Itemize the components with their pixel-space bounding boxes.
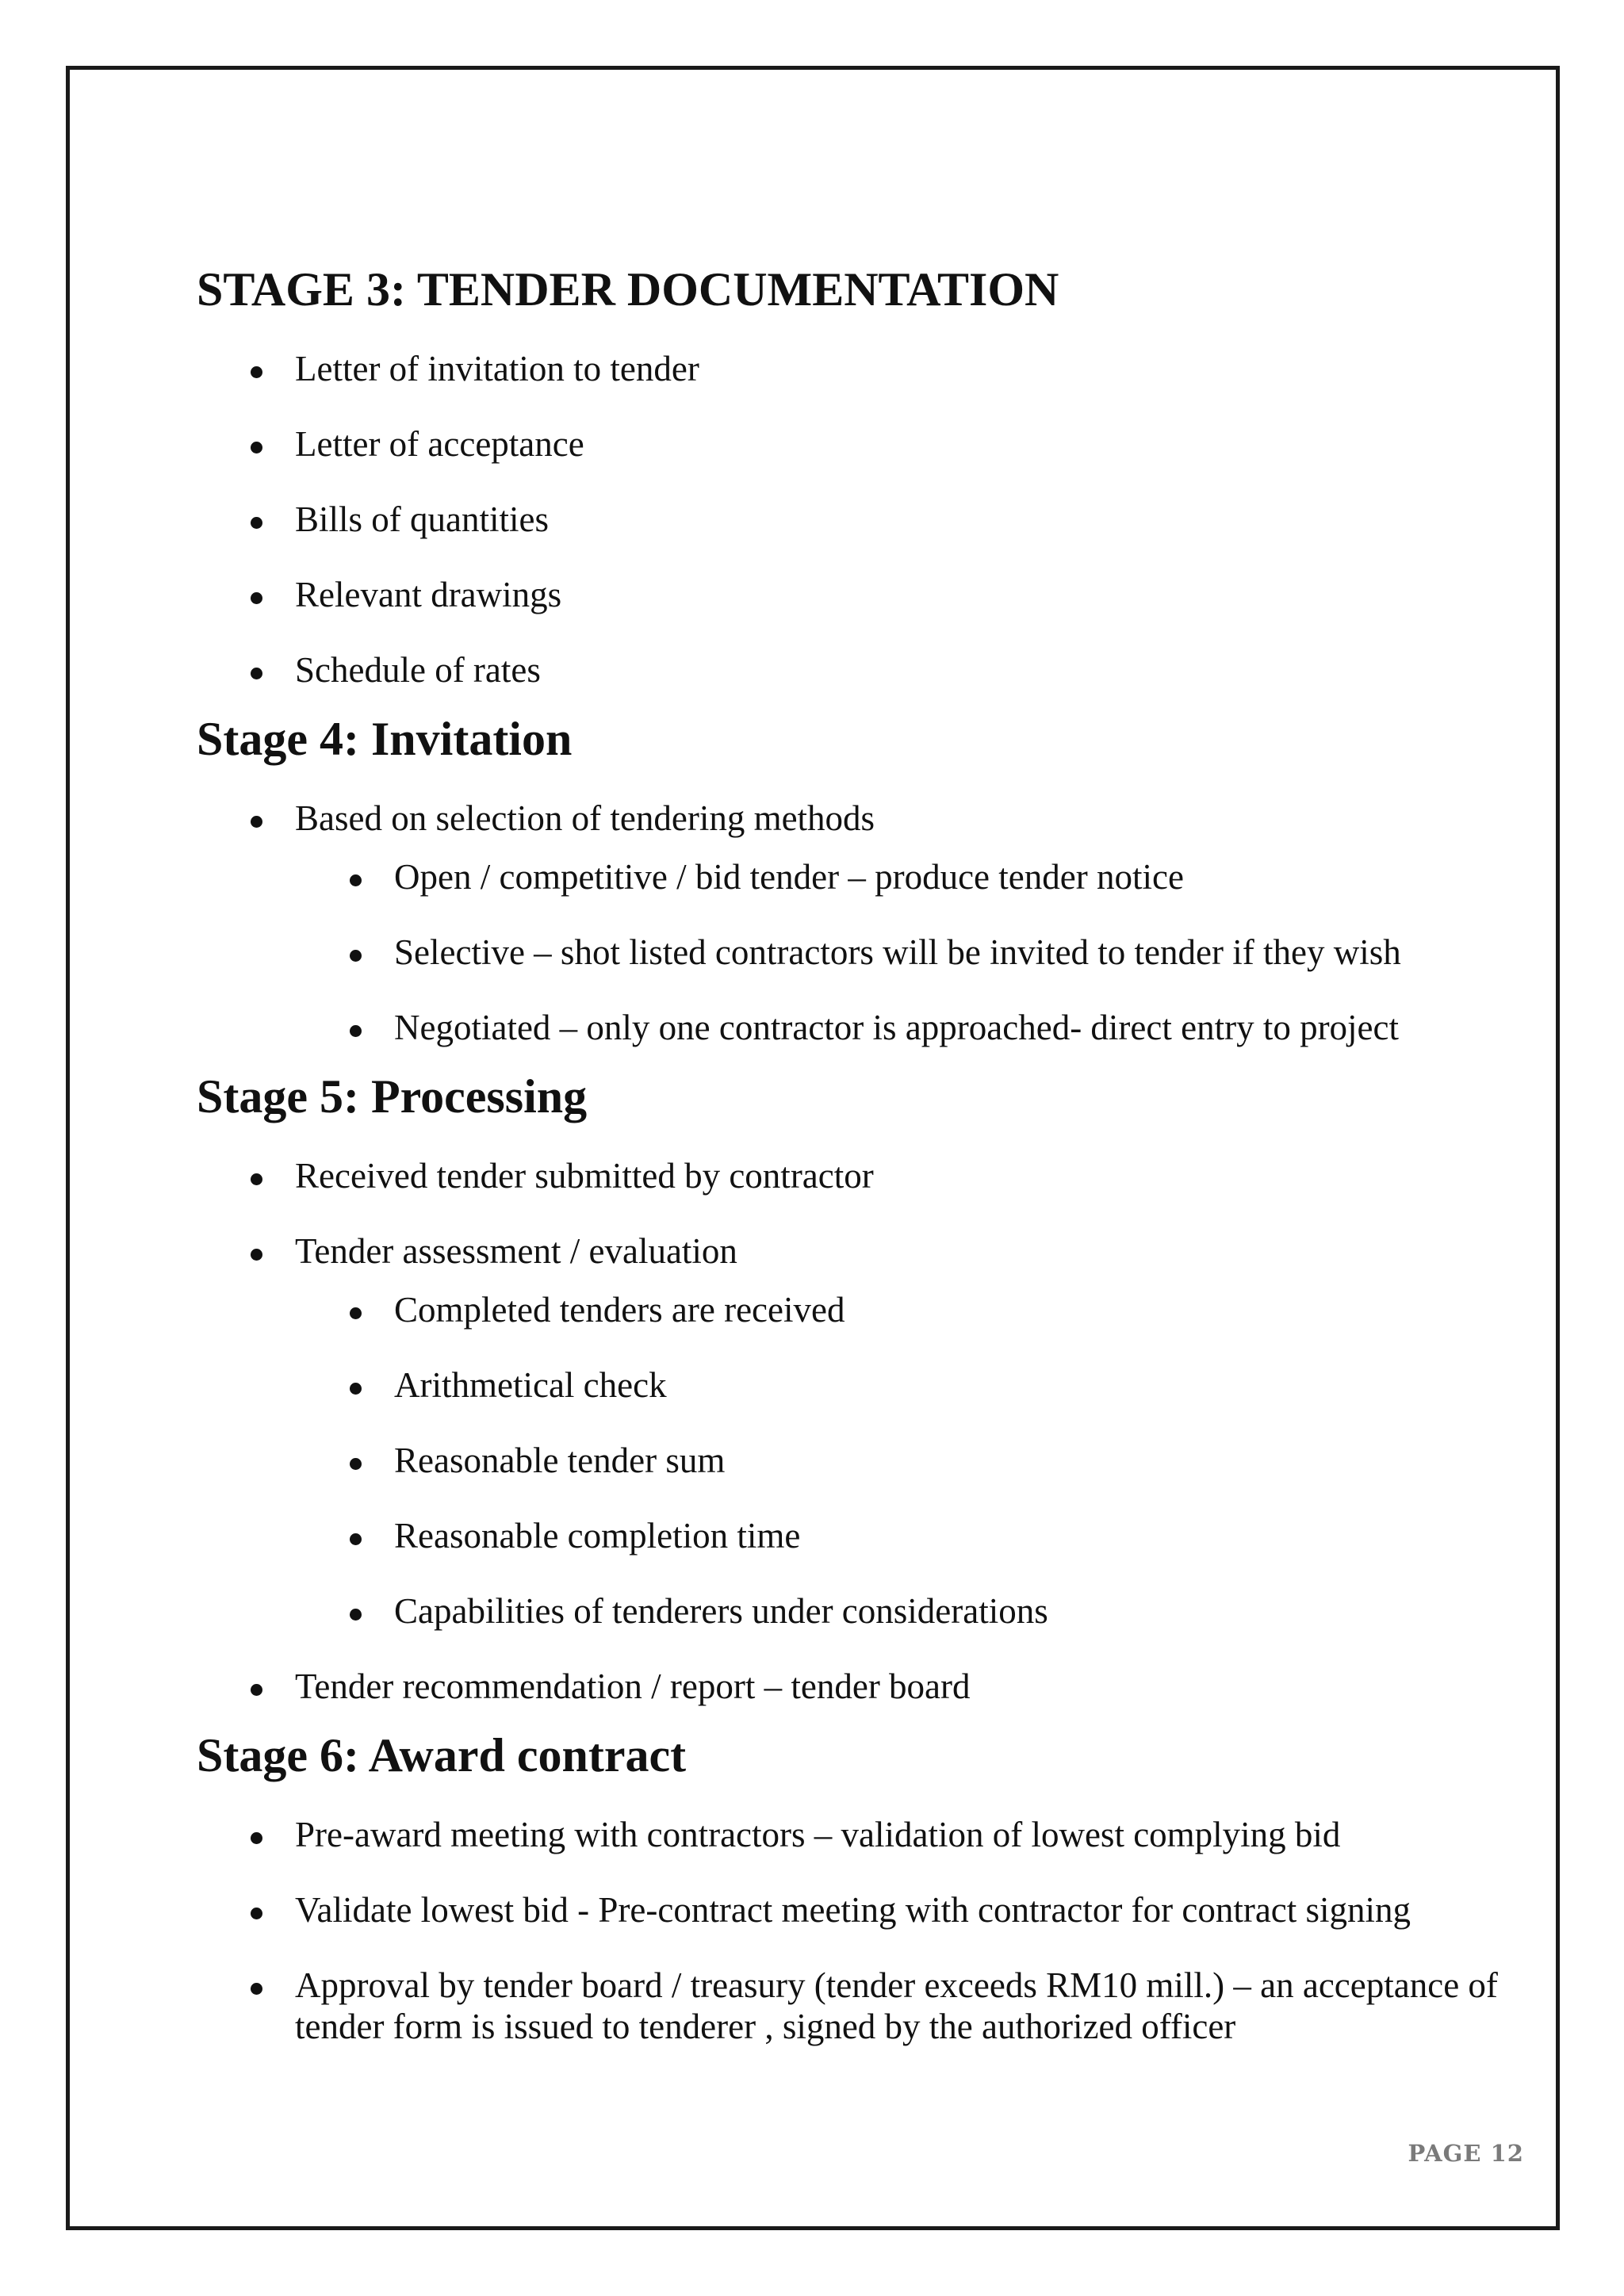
sublist-item: Completed tenders are received: [197, 1272, 1529, 1347]
bullet-icon: [350, 874, 362, 886]
section-heading-stage-4: Stage 4: Invitation: [197, 713, 573, 765]
sublist-item: Reasonable completion time: [197, 1498, 1529, 1573]
bullet-icon: [251, 442, 262, 453]
list-item: Letter of invitation to tender: [197, 331, 1529, 406]
bullet-icon: [251, 816, 262, 828]
list-item: Received tender submitted by contractor: [197, 1138, 1529, 1213]
sublist-item: Negotiated – only one contractor is approached- direct entry to project: [197, 989, 1529, 1065]
document-body: [197, 258, 1529, 2064]
list-item: Pre-award meeting with contractors – validation of lowest complying bid: [197, 1797, 1529, 1872]
stage-6-list: [197, 1797, 1529, 2064]
bullet-icon: [251, 1173, 262, 1185]
sublist-item: Capabilities of tenderers under considerations: [197, 1573, 1529, 1648]
bullet-icon: [350, 1383, 362, 1395]
list-item: Relevant drawings: [197, 557, 1529, 632]
bullet-icon: [350, 1609, 362, 1621]
section-heading-stage-5: Stage 5: Processing: [197, 1070, 588, 1123]
bullet-icon: [251, 668, 262, 679]
bullet-icon: [350, 950, 362, 962]
section-heading-stage-6: Stage 6: Award contract: [197, 1729, 687, 1781]
sublist: [197, 1272, 1529, 1648]
sublist-item: Open / competitive / bid tender – produce tender notice: [197, 839, 1529, 914]
bullet-icon: [251, 1684, 262, 1696]
bullet-icon: [350, 1458, 362, 1470]
bullet-icon: [251, 1983, 262, 1995]
page-number: PAGE 12: [1408, 2140, 1524, 2167]
bullet-icon: [251, 592, 262, 604]
sublist-item: Reasonable tender sum: [197, 1422, 1529, 1498]
bullet-icon: [251, 517, 262, 529]
list-item: Bills of quantities: [197, 481, 1529, 557]
sublist-item: Selective – shot listed contractors will be invited to tender if they wish: [197, 914, 1529, 989]
list-item: Validate lowest bid - Pre-contract meeting with contractor for contract signing: [197, 1872, 1529, 1947]
bullet-icon: [251, 1832, 262, 1844]
list-item: Letter of acceptance: [197, 406, 1529, 481]
bullet-icon: [350, 1533, 362, 1545]
list-item: Tender assessment / evaluation Completed tenders are received Arithmetical check Reasonable tender sum Reasonable completion time Capabilities of tenderers under considerations: [197, 1213, 1529, 1648]
bullet-icon: [251, 1249, 262, 1261]
bullet-icon: [350, 1307, 362, 1319]
stage-3-list: [197, 331, 1529, 707]
sublist-item: Arithmetical check: [197, 1347, 1529, 1422]
section-heading-stage-3: STAGE 3: TENDER DOCUMENTATION: [197, 263, 1059, 316]
stage-4-list: [197, 780, 1529, 1065]
list-item: Tender recommendation / report – tender board: [197, 1648, 1529, 1724]
list-item: Approval by tender board / treasury (tender exceeds RM10 mill.) – an acceptance of tender form is issued to tenderer , signed by the authorized officer: [197, 1947, 1529, 2064]
bullet-icon: [251, 1908, 262, 1919]
stage-5-list: [197, 1138, 1529, 1724]
list-item: Schedule of rates: [197, 632, 1529, 707]
bullet-icon: [350, 1025, 362, 1037]
sublist: [197, 839, 1529, 1065]
list-item: Based on selection of tendering methods Open / competitive / bid tender – produce tender notice Selective – shot listed contractors will be invited to tender if they wish Negotiated – only one contractor is approached- direct entry to project: [197, 780, 1529, 1065]
bullet-icon: [251, 366, 262, 378]
